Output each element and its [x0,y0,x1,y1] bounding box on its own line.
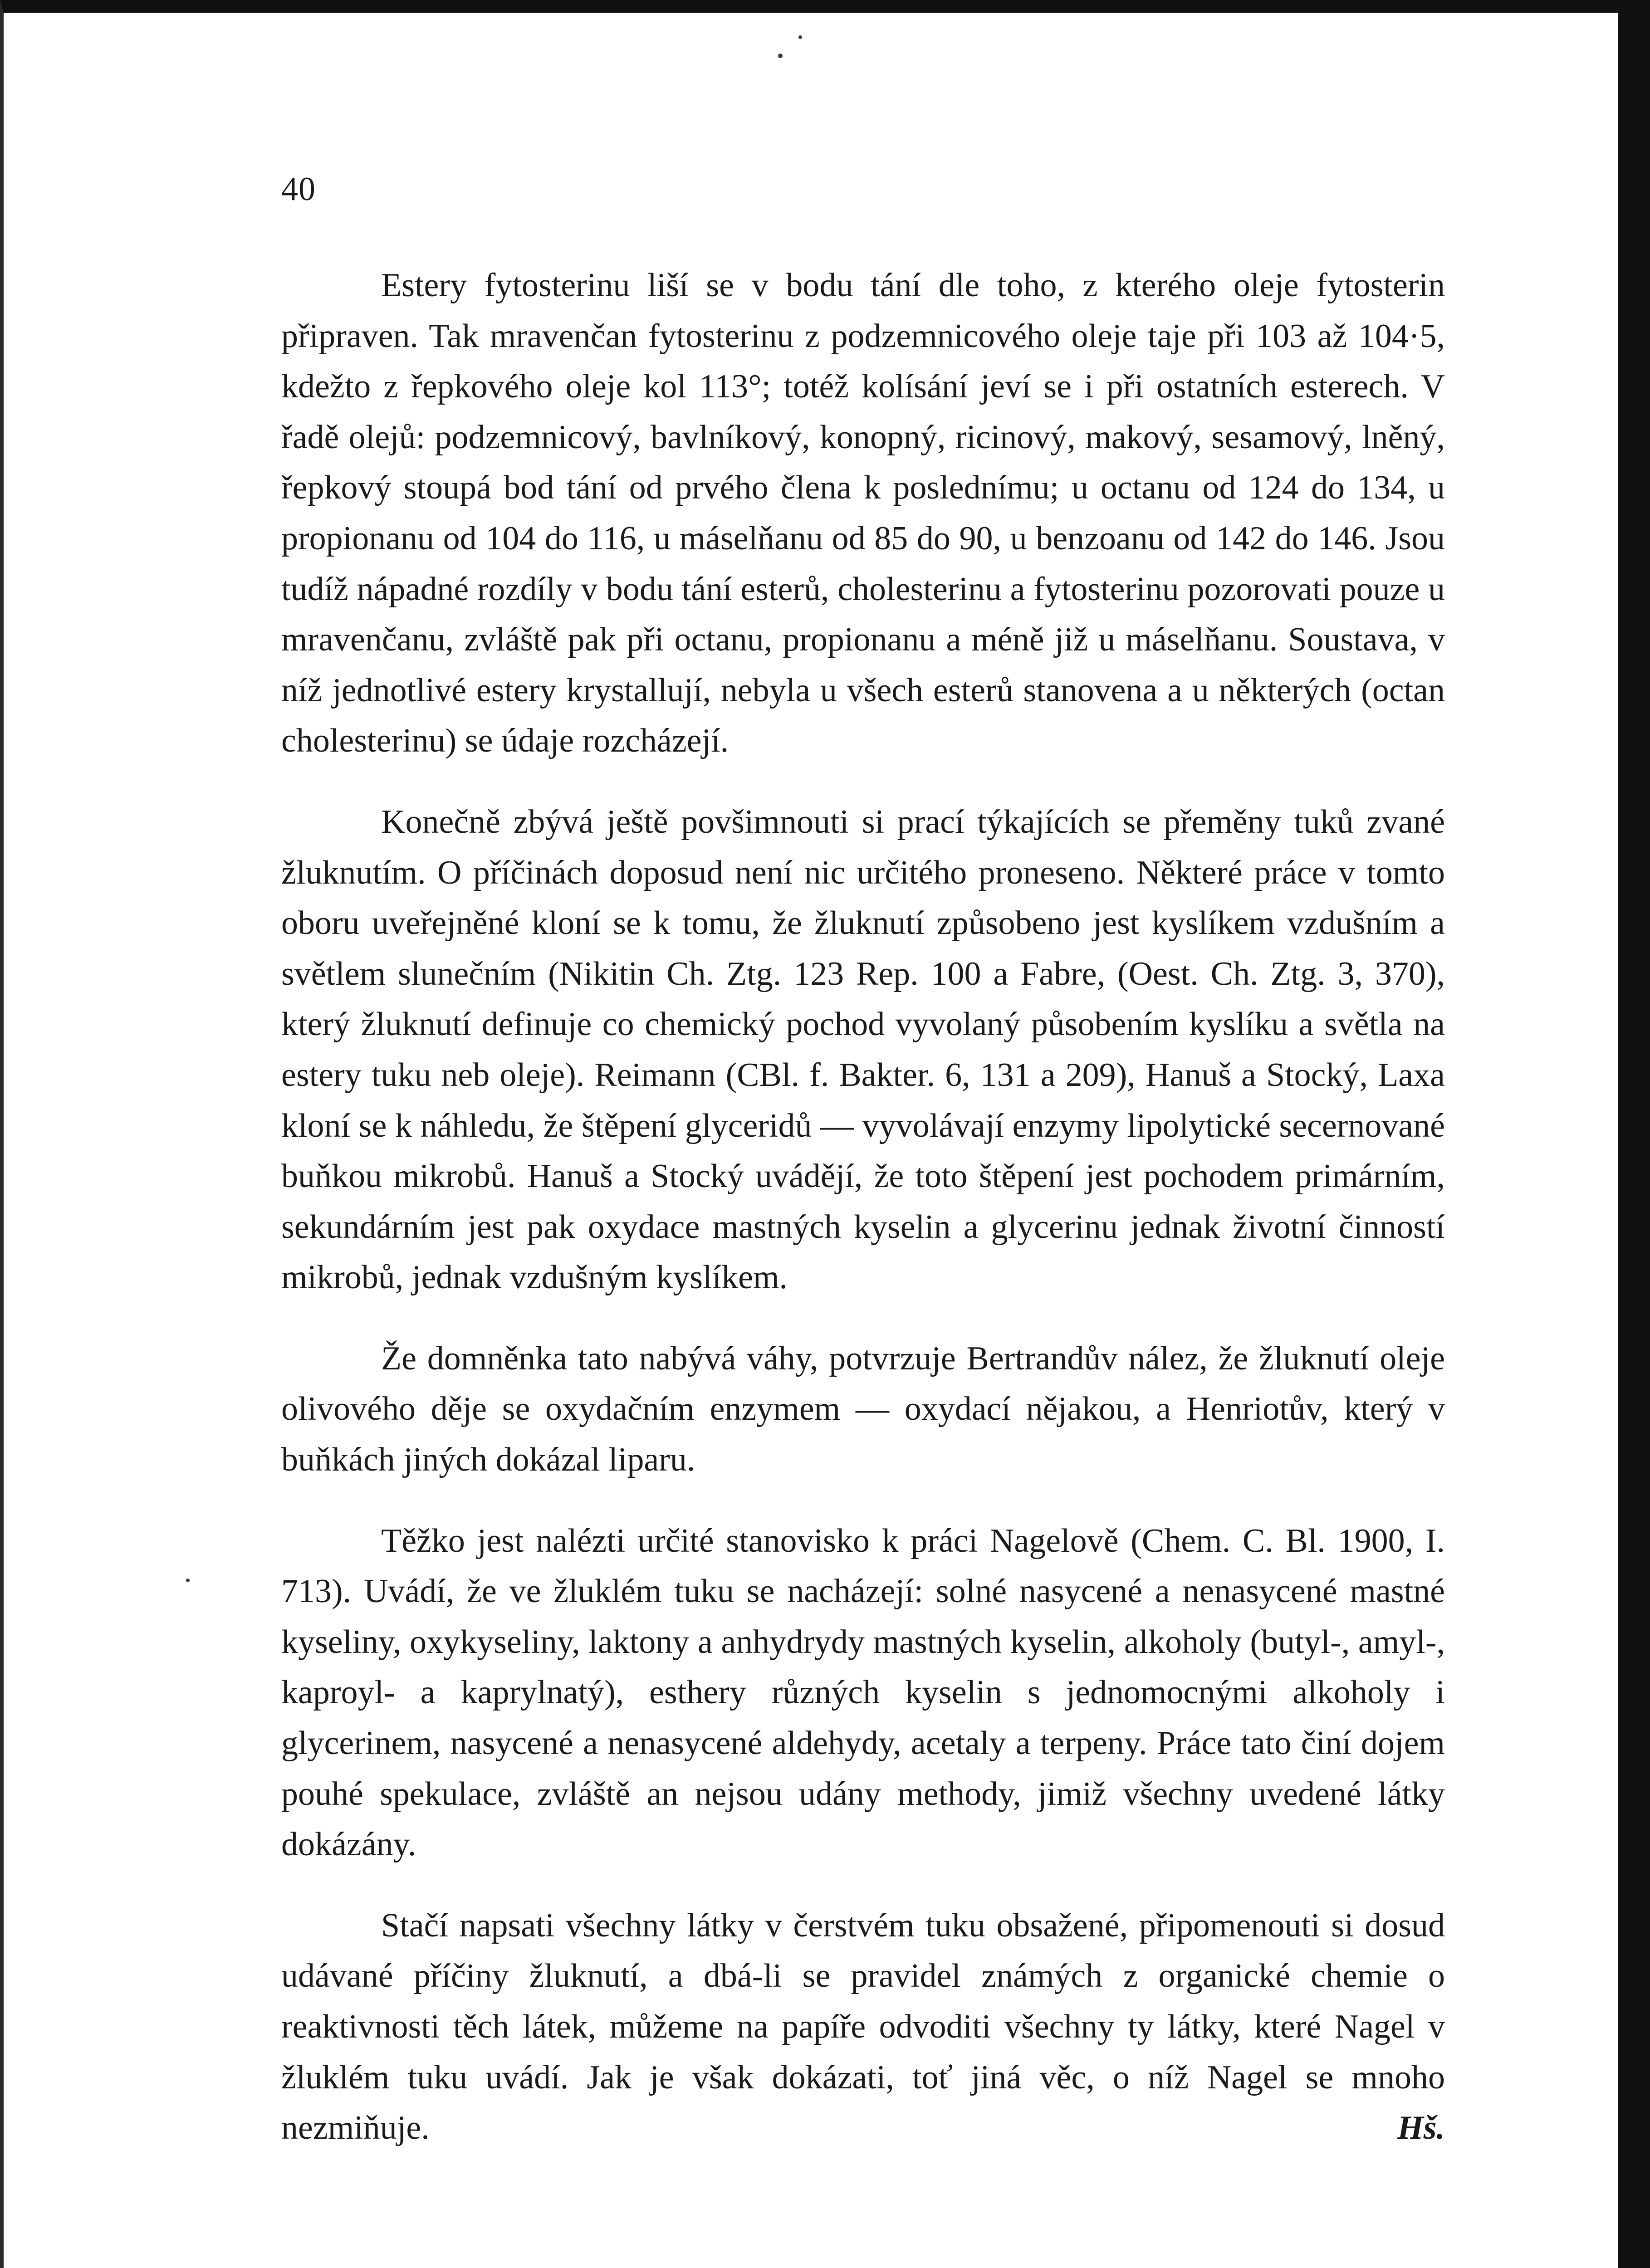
author-signature: Hš. [1397,2109,1445,2147]
page-content [281,172,1445,2154]
paragraph-4: Těžko jest nalézti určité stanovisko k práci Nagelově (Chem. C. Bl. 1900, I. 713). Uvádí, že ve žluklém tuku se nacházejí: solné nasycené a nenasycené mastné kyseliny, oxykyseliny, laktony a anhydrydy mastných kyselin, alkoholy (butyl-, amyl-, kaproyl- a kaprylnatý), esthery různých kyselin s jednomocnými alkoholy i glycerinem, nasycené a nenasycené aldehydy, acetaly a terpeny. Práce tato činí dojem pouhé spekulace, zvláště an nejsou udány methody, jimiž všechny uvedené látky dokázány. [281,1522,1445,1863]
scan-speck [778,54,783,58]
paragraph-2: Konečně zbývá ještě povšimnouti si prací týkajících se přeměny tuků zvané žluknutím. O příčinách doposud není nic určitého proneseno. Některé práce v tomto oboru uveřejněné kloní se k tomu, že žluknutí způsobeno jest kyslíkem vzdušním a světlem slunečním (Nikitin Ch. Ztg. 123 Rep. 100 a Fabre, (Oest. Ch. Ztg. 3, 370), který žluknutí definuje co chemický pochod vyvolaný působením kyslíku a světla na estery tuku neb oleje). Reimann (CBl. f. Bakter. 6, 131 a 209), Hanuš a Stocký, Laxa kloní se k náhledu, že štěpení glyceridů — vyvolávají enzymy lipolytické secernované buňkou mikrobů. Hanuš a Stocký uvádějí, že toto štěpení jest pochodem primárním, sekundárním jest pak oxydace mastných kyselin a glycerinu jednak životní činností mikrobů, jednak vzdušným kyslíkem. [281,803,1445,1296]
paragraph-1: Estery fytosterinu liší se v bodu tání dle toho, z kterého oleje fytosterin připraven. Tak mravenčan fytosterinu z podzemnicového oleje taje při 103 až 104·5, kdežto z řepkového oleje kol 113°; totéž kolísání jeví se i při ostatních esterech. V řadě olejů: podzemnicový, bavlníkový, konopný, ricinový, makový, sesamový, lněný, řepkový stoupá bod tání od prvého člena k poslednímu; u octanu od 124 do 134, u propionanu od 104 do 116, u máselňanu od 85 do 90, u benzoanu od 142 do 146. Jsou tudíž nápadné rozdíly v bodu tání esterů, cholesterinu a fytosterinu pozorovati pouze u mravenčanu, zvláště pak při octanu, propionanu a méně již u máselňanu. Soustava, v níž jednotlivé estery krystallují, nebyla u všech esterů stanovena a u některých (octan cholesterinu) se údaje rozcházejí. [281,267,1445,760]
paragraph-3: Že domněnka tato nabývá váhy, potvrzuje Bertrandův nález, že žluknutí oleje olivového děje se oxydačním enzymem — oxydací nějakou, a Henriotův, který v buňkách jiných dokázal liparu. [281,1339,1445,1479]
scan-speck [798,35,802,39]
scan-speck [186,1579,190,1582]
paragraph-5-text: Stačí napsati všechny látky v čerstvém tuku obsažené, připomenouti si dosud udávané příčiny žluknutí, a dbá-li se pravidel známých z organické chemie o reaktivnosti těch látek, můžeme na papíře odvoditi všechny ty látky, které Nagel v žluklém tuku uvádí. Jak je však dokázati, toť jiná věc, o níž Nagel se mnoho nezmiňuje. [281,1906,1445,2147]
page-number: 40 [281,171,316,208]
paragraph-5 [281,1901,1445,2154]
